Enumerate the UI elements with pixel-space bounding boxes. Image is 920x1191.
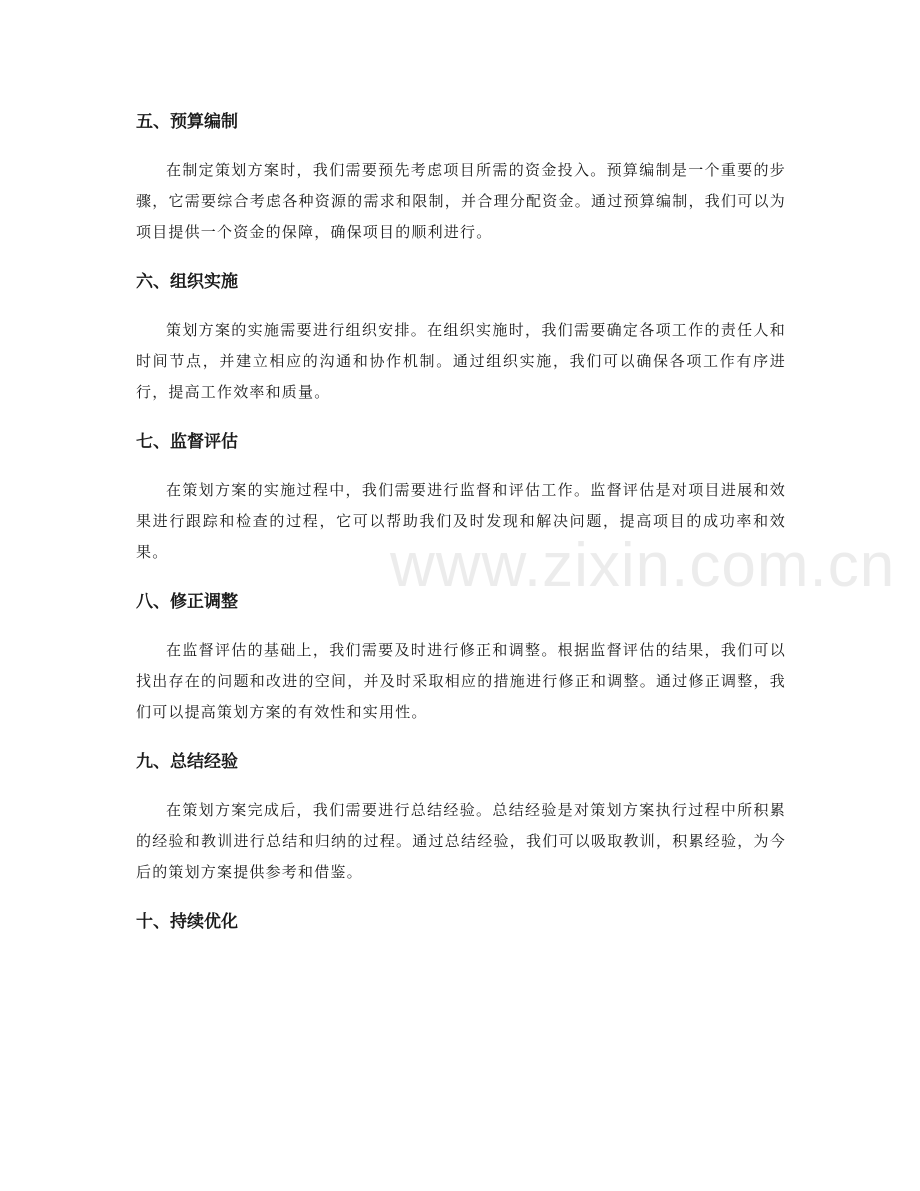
section-implementation [136,264,786,408]
section-monitoring [136,424,786,568]
watermark: www.zixin.com.cn [390,531,896,600]
section-paragraph: 策划方案的实施需要进行组织安排。在组织实施时，我们需要确定各项工作的责任人和时间节点，并建立相应的沟通和协作机制。通过组织实施，我们可以确保各项工作有序进行，提高工作效率和质量。 [136,321,786,401]
section-paragraph: 在监督评估的基础上，我们需要及时进行修正和调整。根据监督评估的结果，我们可以找出存在的问题和改进的空间，并及时采取相应的措施进行修正和调整。通过修正调整，我们可以提高策划方案的有效性和实用性。 [136,641,786,721]
section-heading: 九、总结经验 [136,752,238,772]
section-paragraph: 在策划方案完成后，我们需要进行总结经验。总结经验是对策划方案执行过程中所积累的经验和教训进行总结和归纳的过程。通过总结经验，我们可以吸取教训，积累经验，为今后的策划方案提供参考和借鉴。 [136,801,786,881]
section-heading: 八、修正调整 [136,592,238,612]
section-heading: 五、预算编制 [136,112,238,132]
section-adjustment [136,584,786,728]
section-heading: 七、监督评估 [136,432,238,452]
section-heading: 十、持续优化 [136,912,238,932]
section-budget [136,104,786,248]
document-content [136,104,786,940]
section-optimization [136,904,786,940]
section-paragraph: 在制定策划方案时，我们需要预先考虑项目所需的资金投入。预算编制是一个重要的步骤，它需要综合考虑各种资源的需求和限制，并合理分配资金。通过预算编制，我们可以为项目提供一个资金的保障，确保项目的顺利进行。 [136,161,786,241]
section-paragraph: 在策划方案的实施过程中，我们需要进行监督和评估工作。监督评估是对项目进展和效果进行跟踪和检查的过程，它可以帮助我们及时发现和解决问题，提高项目的成功率和效果。 [136,481,786,561]
section-heading: 六、组织实施 [136,272,238,292]
section-summary [136,744,786,888]
